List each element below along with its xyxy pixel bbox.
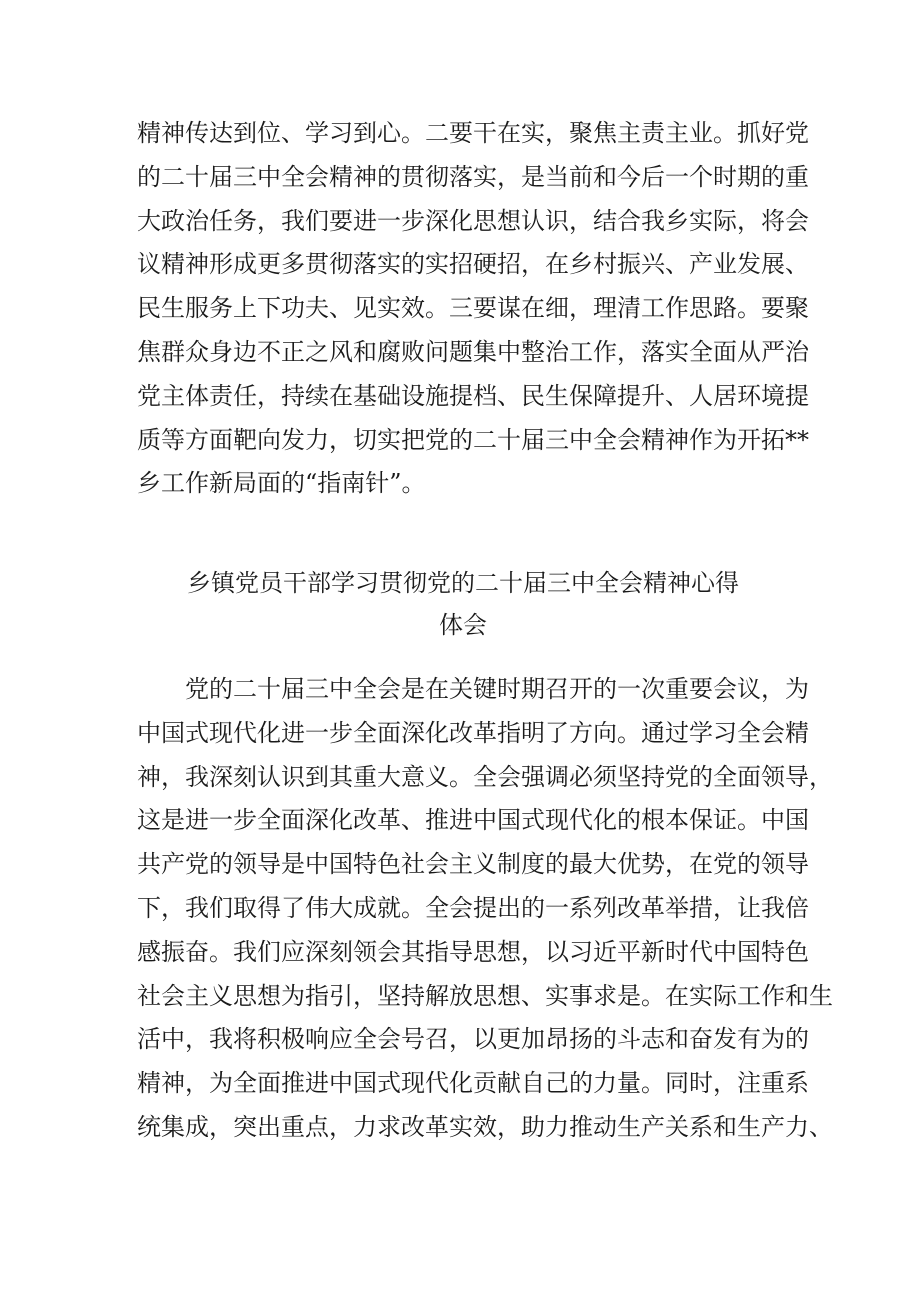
text-line: 议精神形成更多贯彻落实的实招硬招，在乡村振兴、产业发展、 [137, 250, 809, 279]
text-line: 下，我们取得了伟大成就。全会提出的一系列改革举措，让我倍 [137, 893, 809, 922]
text-line: 神，我深刻认识到其重大意义。全会强调必须坚持党的全面领导， [137, 762, 833, 791]
title-line: 乡镇党员干部学习贯彻党的二十届三中全会精神心得 [187, 569, 739, 597]
continued-paragraph [137, 112, 809, 506]
text-line: 民生服务上下功夫、见实效。三要谋在细，理清工作思路。要聚 [137, 294, 809, 323]
text-line: 共产党的领导是中国特色社会主义制度的最大优势，在党的领导 [137, 850, 809, 879]
text-line: 焦群众身边不正之风和腐败问题集中整治工作，落实全面从严治 [137, 337, 809, 366]
text-line: 质等方面靶向发力，切实把党的二十届三中全会精神作为开拓** [137, 425, 809, 454]
text-line: 党的二十届三中全会是在关键时期召开的一次重要会议，为 [185, 675, 809, 703]
text-line: 中国式现代化进一步全面深化改革指明了方向。通过学习全会精 [137, 718, 809, 747]
text-line: 大政治任务，我们要进一步深化思想认识，结合我乡实际，将会 [137, 206, 809, 235]
text-line: 精神传达到位、学习到心。二要干在实，聚焦主责主业。抓好党 [137, 119, 809, 147]
title-line: 体会 [439, 611, 487, 639]
main-paragraph [137, 668, 833, 1150]
text-line: 这是进一步全面深化改革、推进中国式现代化的根本保证。中国 [137, 806, 809, 835]
text-line: 统集成，突出重点，力求改革实效，助力推动生产关系和生产力、 [137, 1112, 833, 1141]
article-title [137, 562, 789, 646]
text-line: 党主体责任，持续在基础设施提档、民生保障提升、人居环境提 [137, 381, 809, 410]
text-line: 的二十届三中全会精神的贯彻落实，是当前和今后一个时期的重 [137, 162, 809, 191]
text-line: 感振奋。我们应深刻领会其指导思想，以习近平新时代中国特色 [137, 937, 809, 966]
text-line: 精神，为全面推进中国式现代化贡献自己的力量。同时，注重系 [137, 1069, 809, 1098]
text-line: 活中，我将积极响应全会号召，以更加昂扬的斗志和奋发有为的 [137, 1025, 809, 1054]
text-line: 社会主义思想为指引，坚持解放思想、实事求是。在实际工作和生 [137, 981, 833, 1010]
text-line: 乡工作新局面的“指南针”。 [137, 469, 426, 498]
